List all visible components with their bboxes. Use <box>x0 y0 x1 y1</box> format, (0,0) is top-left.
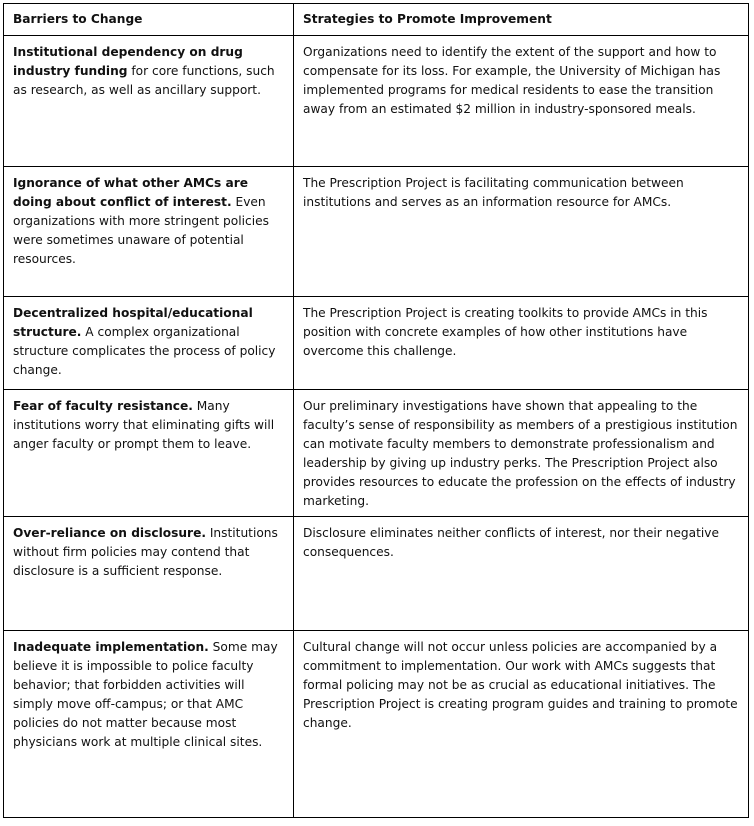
table-row <box>4 631 749 818</box>
barrier-title: Inadequate implementation. <box>13 640 209 654</box>
barrier-title: Over-reliance on disclosure. <box>13 526 206 540</box>
header-barriers: Barriers to Change <box>4 4 294 36</box>
barrier-title: Ignorance of what other AMCs are doing about conflict of interest. <box>13 176 248 209</box>
barrier-cell <box>4 297 294 390</box>
strategy-cell: The Prescription Project is creating toolkits to provide AMCs in this position with concrete examples of how other institutions have overcome this challenge. <box>294 297 749 390</box>
strategy-cell: Disclosure eliminates neither conflicts of interest, nor their negative consequences. <box>294 517 749 631</box>
strategy-cell: Organizations need to identify the extent of the support and how to compensate for its loss. For example, the University of Michigan has implemented programs for medical residents to ease the transition away from an estimated $2 million in industry-sponsored meals. <box>294 36 749 167</box>
barrier-title: Fear of faculty resistance. <box>13 399 193 413</box>
strategy-cell: Our preliminary investigations have shown that appealing to the faculty’s sense of responsibility as members of a prestigious institution can motivate faculty members to demonstrate professionalism and leadership by giving up industry perks. The Prescription Project also provides resources to educate the profession on the effects of industry marketing. <box>294 390 749 517</box>
table-row <box>4 297 749 390</box>
strategy-cell: The Prescription Project is facilitating communication between institutions and serves as an information resource for AMCs. <box>294 167 749 297</box>
barriers-strategies-table <box>3 3 749 818</box>
barrier-title: Decentralized hospital/educational structure. <box>13 306 253 339</box>
barrier-text: Institutions without firm policies may contend that disclosure is a sufficient response. <box>13 526 278 578</box>
table-row <box>4 167 749 297</box>
barrier-text: A complex organizational structure complicates the process of policy change. <box>13 325 276 377</box>
table-row <box>4 390 749 517</box>
header-row <box>4 4 749 36</box>
barrier-cell <box>4 390 294 517</box>
barrier-cell <box>4 167 294 297</box>
barrier-text: Some may believe it is impossible to police faculty behavior; that forbidden activities will simply move off-campus; or that AMC policies do not matter because most physicians work at multiple clinical sites. <box>13 640 278 749</box>
barrier-cell <box>4 631 294 818</box>
barrier-text: Even organizations with more stringent policies were sometimes unaware of potential resources. <box>13 195 269 266</box>
header-strategies: Strategies to Promote Improvement <box>294 4 749 36</box>
barrier-cell <box>4 517 294 631</box>
barrier-text: for core functions, such as research, as well as ancillary support. <box>13 64 275 97</box>
barrier-cell <box>4 36 294 167</box>
barrier-text: Many institutions worry that eliminating gifts will anger faculty or prompt them to leave. <box>13 399 275 451</box>
barrier-title: Institutional dependency on drug industry funding <box>13 45 243 78</box>
table-row <box>4 517 749 631</box>
strategy-cell: Cultural change will not occur unless policies are accompanied by a commitment to implementation. Our work with AMCs suggests that formal policing may not be as crucial as educational initiatives. The Prescription Project is creating program guides and training to promote change. <box>294 631 749 818</box>
table-row <box>4 36 749 167</box>
